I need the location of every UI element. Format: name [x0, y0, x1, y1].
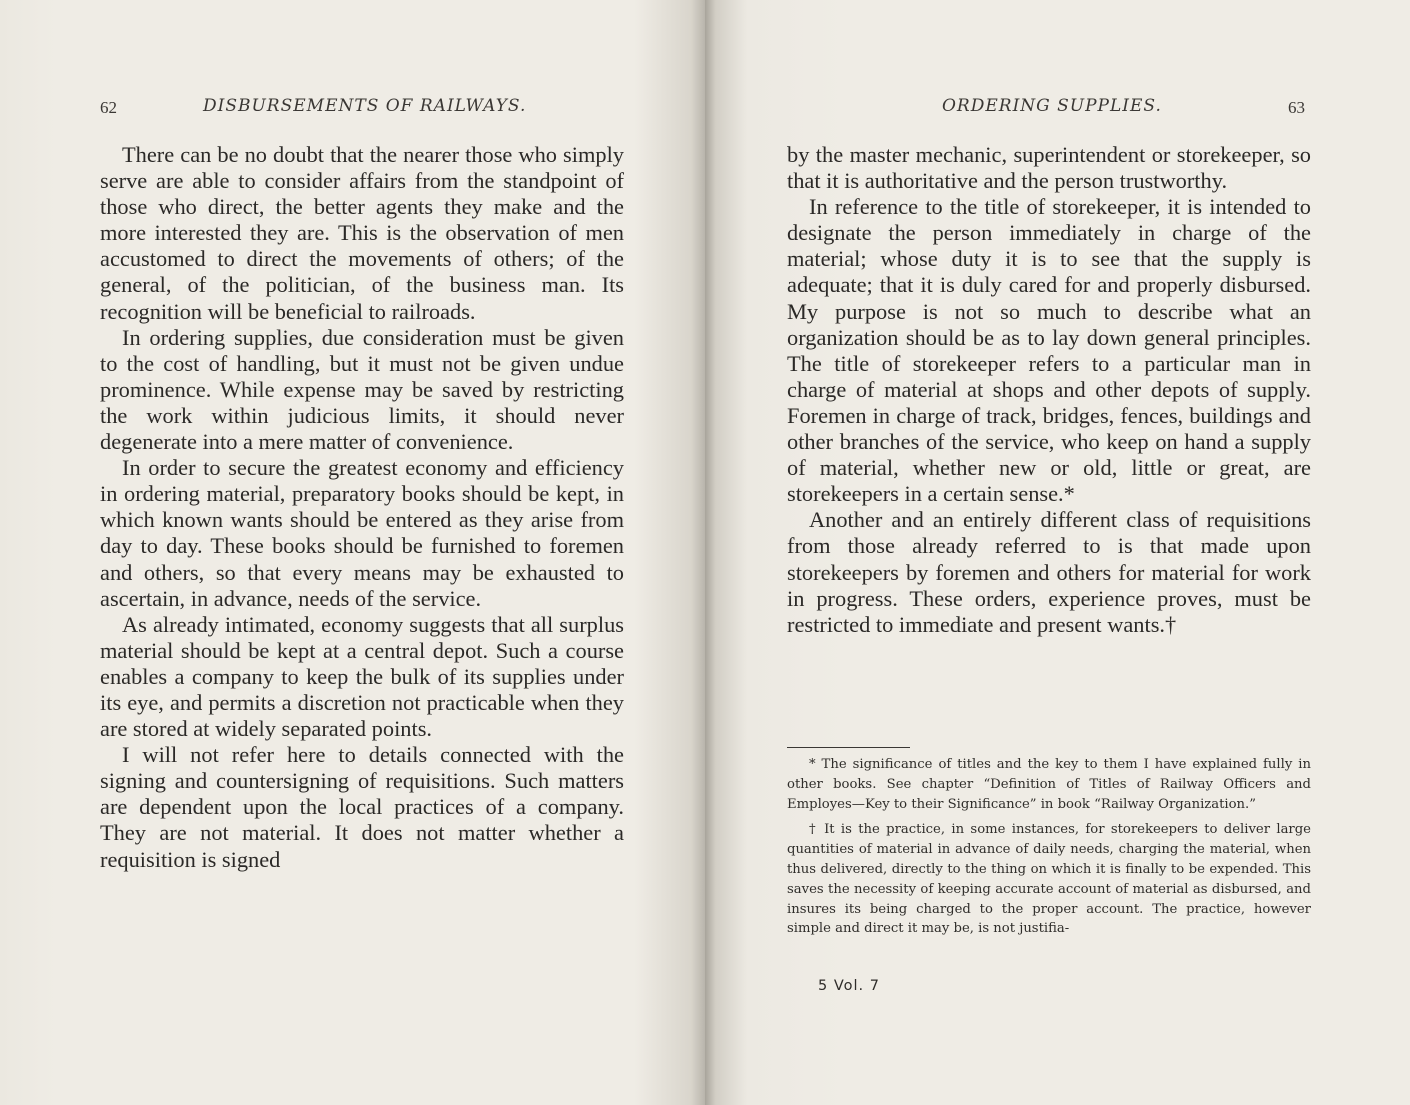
- paragraph: I will not refer here to details connected with the signing and countersigning of requisitions. Such matters are dependent upon the local practices of a company. They are not material. It does not matter whether a requisition is signed: [100, 742, 624, 872]
- right-page-number: 63: [1288, 98, 1305, 117]
- footnote: * The significance of titles and the key to them I have explained fully in other books. See chapter “Definition of Titles of Railway Officers and Employes—Key to their Significance” in book “Railway Organization.”: [787, 757, 1311, 812]
- paragraph: Another and an entirely different class of requisitions from those already referred to is that made upon storekeepers by foremen and others for material for work in progress. These orders, experience proves, must be restricted to immediate and present wants.†: [787, 507, 1311, 637]
- paragraph: In reference to the title of storekeeper, it is intended to designate the person immediately in charge of the material; whose duty it is to see that the supply is adequate; that it is duly cared for and properly disbursed. My purpose is not so much to describe what an organization should be as to lay down general principles. The title of storekeeper refers to a particular man in charge of material at shops and other depots of supply. Foremen in charge of track, bridges, fences, buildings and other branches of the service, who keep on hand a supply of material, whether new or old, little or great, are storekeepers in a certain sense.*: [787, 194, 1311, 507]
- left-page-body: [100, 142, 624, 873]
- paragraph: by the master mechanic, superintendent or storekeeper, so that it is authoritative and the person trustworthy.: [787, 142, 1311, 194]
- footnote: † It is the practice, in some instances, for storekeepers to deliver large quantities of material in advance of daily needs, charging the material, when thus delivered, directly to the thing on which it is finally to be expended. This saves the necessity of keeping accurate account of material as disbursed, and insures its being charged to the proper account. The practice, however simple and direct it may be, is not justifia-: [787, 822, 1311, 937]
- signature-mark: 5 Vol. 7: [818, 978, 880, 994]
- left-running-head: DISBURSEMENTS OF RAILWAYS.: [203, 96, 527, 116]
- left-page-number: 62: [100, 98, 117, 117]
- footnotes: [787, 755, 1311, 945]
- right-running-head: ORDERING SUPPLIES.: [942, 96, 1162, 116]
- paragraph: In order to secure the greatest economy and efficiency in ordering material, preparatory books should be kept, in which known wants should be entered as they arise from day to day. These books should be furnished to foremen and others, so that every means may be exhausted to ascertain, in advance, needs of the service.: [100, 455, 624, 611]
- paragraph: There can be no doubt that the nearer those who simply serve are able to consider affairs from the standpoint of those who direct, the better agents they make and the more interested they are. This is the observation of men accustomed to direct the movements of others; of the general, of the politician, of the business man. Its recognition will be beneficial to railroads.: [100, 142, 624, 324]
- footnote-rule: [787, 747, 910, 748]
- paragraph: As already intimated, economy suggests that all surplus material should be kept at a central depot. Such a course enables a company to keep the bulk of its supplies under its eye, and permits a discretion not practicable when they are stored at widely separated points.: [100, 611, 624, 742]
- right-page-body: [787, 142, 1311, 638]
- paragraph: In ordering supplies, due consideration must be given to the cost of handling, but it must not be given undue prominence. While expense may be saved by restricting the work within judicious limits, it should never degenerate into a mere matter of convenience.: [100, 324, 624, 455]
